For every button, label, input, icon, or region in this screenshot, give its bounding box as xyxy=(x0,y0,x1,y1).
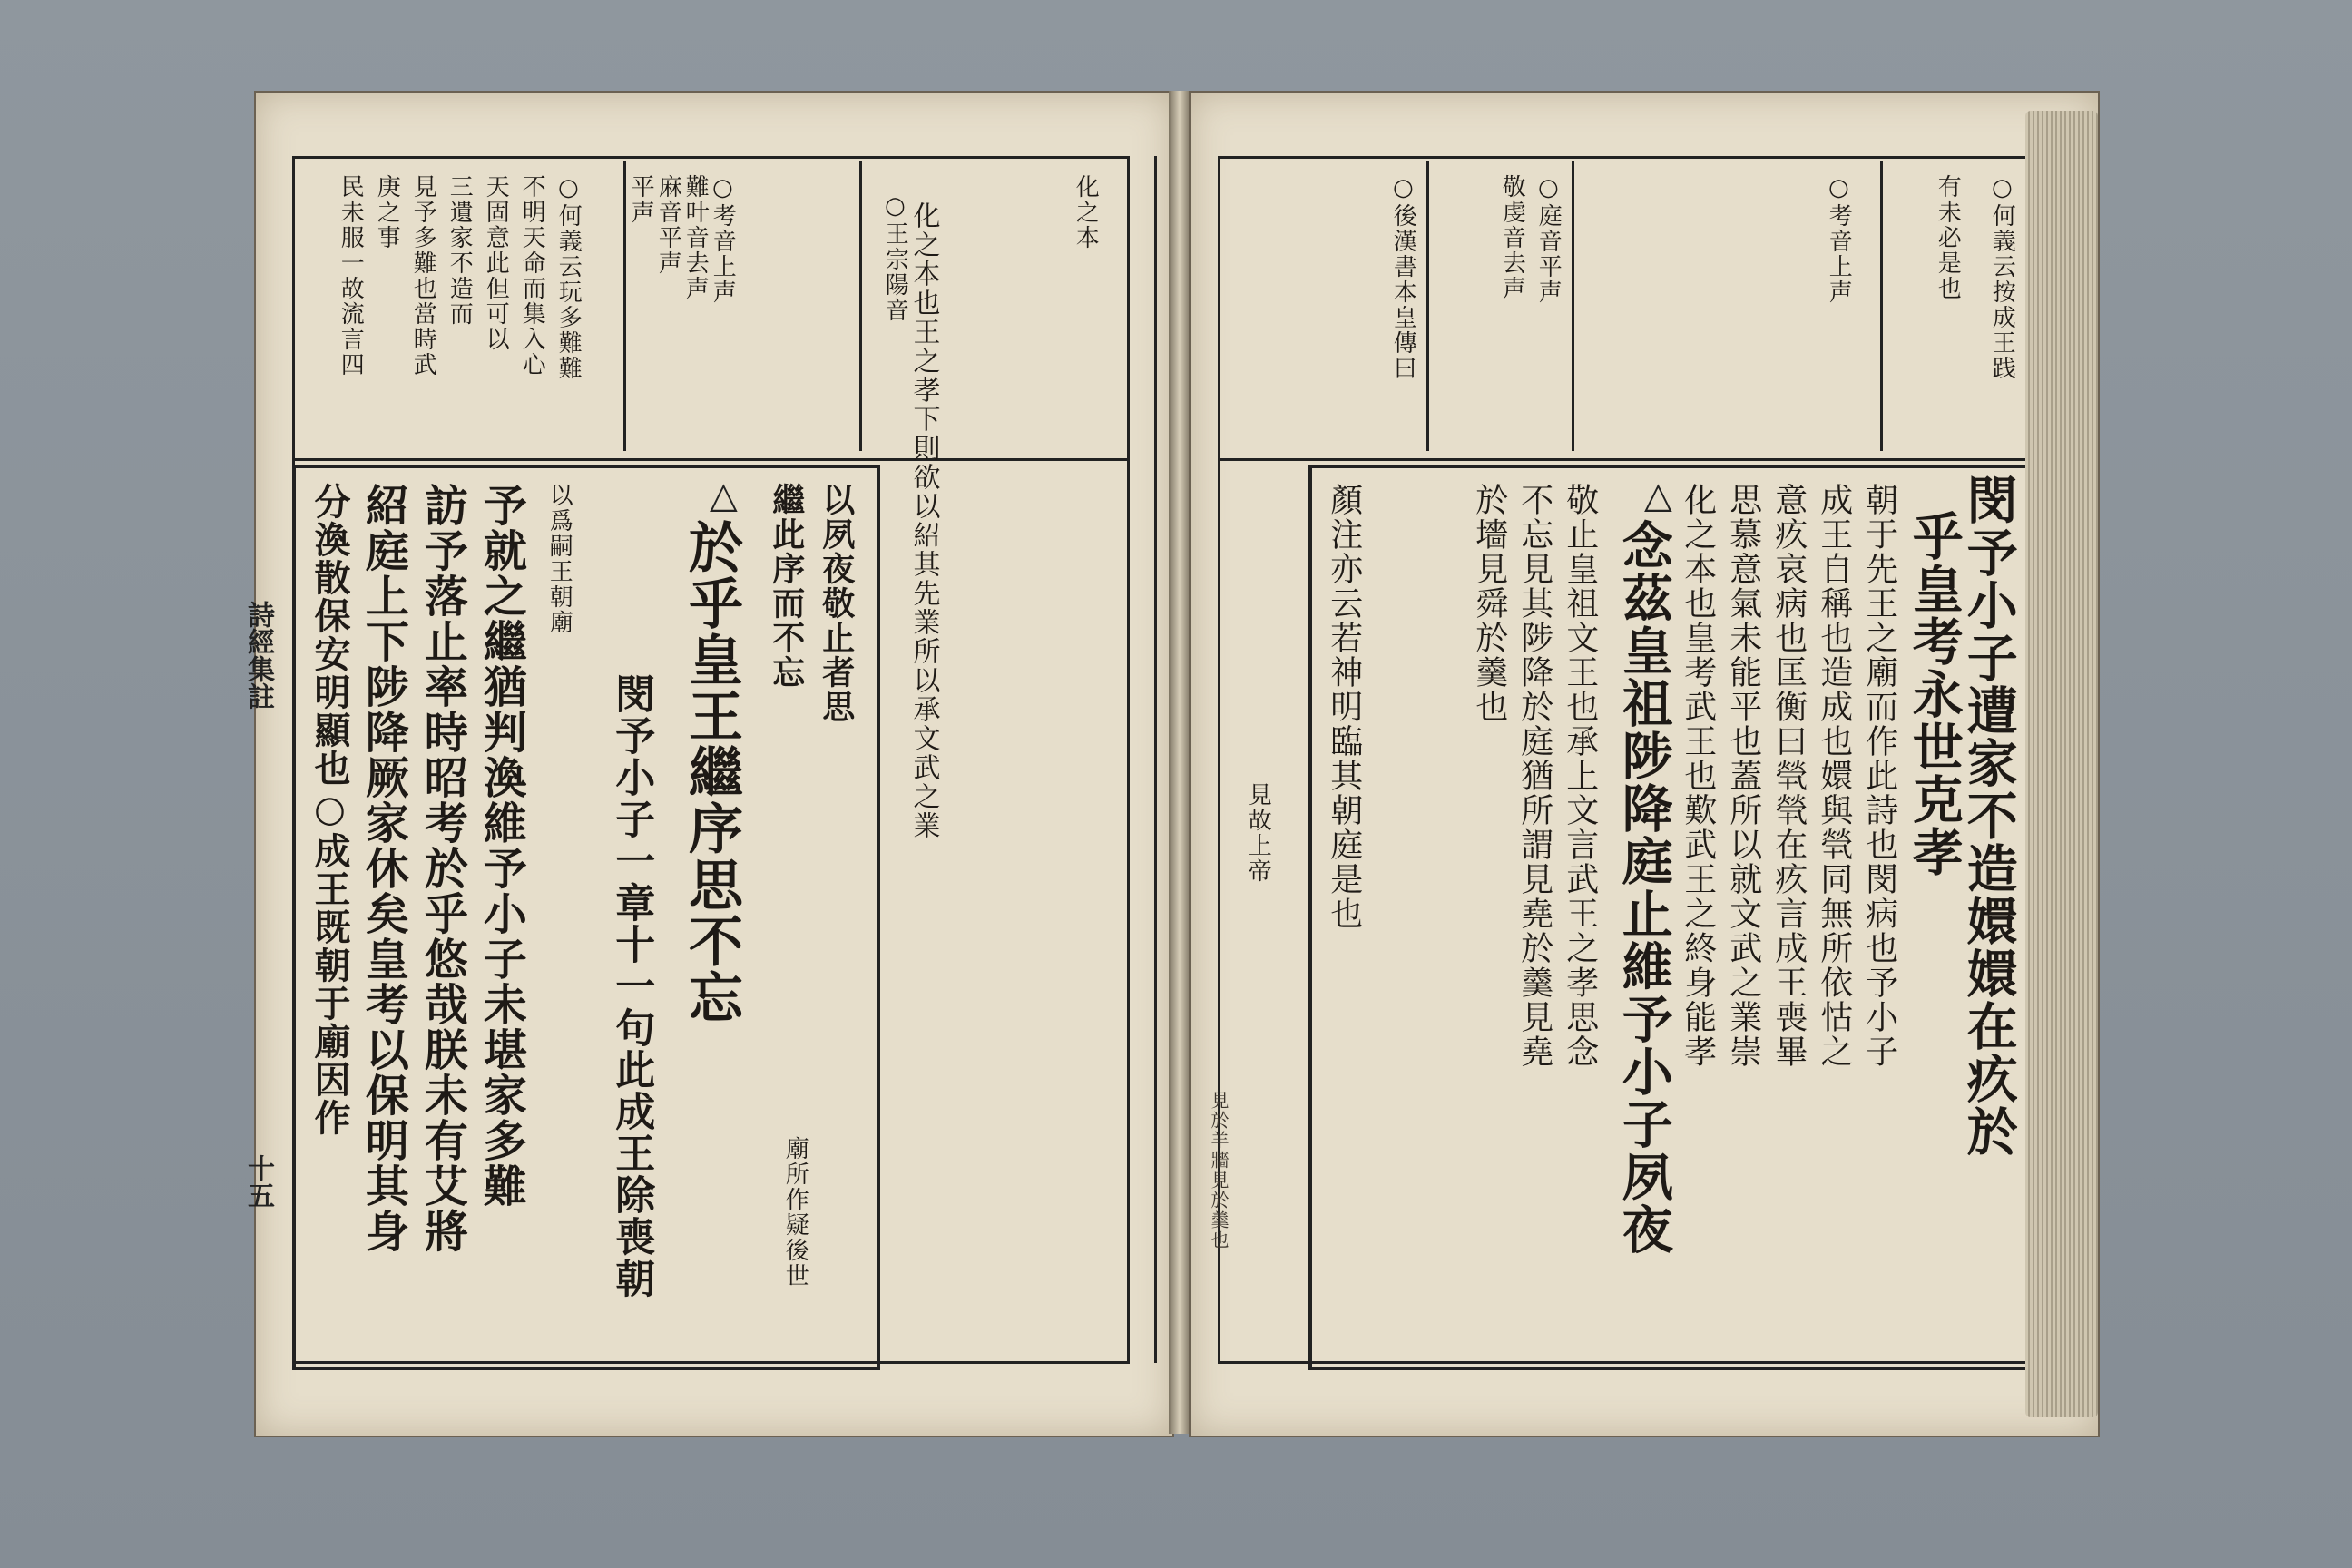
right-triangle-marker: △ xyxy=(1644,474,1672,516)
left-top-note-7: 民未服一故流言四 xyxy=(337,174,365,377)
right-main-col-8: 念茲皇祖陟降庭止維予小子夙夜 xyxy=(1613,519,1674,1256)
right-page xyxy=(1189,91,2100,1437)
right-top-note-2: 有未必是也 xyxy=(1934,174,1962,301)
right-main-col-11: 於墻見舜於羹也 xyxy=(1470,483,1508,724)
left-main-col-8: 廟所作疑後世 xyxy=(781,1136,809,1289)
left-main-col-1: 分渙散保安明顯也○成王既朝于廟因作 xyxy=(309,483,351,1137)
right-top-divider-2 xyxy=(1572,161,1574,451)
left-main-col-9: 以夙夜敬止者思 xyxy=(817,483,856,724)
left-top-note-1: ○何義云玩多難難 xyxy=(554,174,583,381)
right-top-note-3: ○庭音平声 xyxy=(1534,174,1563,305)
right-main-col-10: 不忘見其陟降於庭猶所謂見堯於羹見堯 xyxy=(1515,483,1553,1069)
right-top-note-1: ○何義云按成王践 xyxy=(1988,174,2016,381)
left-main-col-7: 於乎皇王繼序思不忘 xyxy=(680,519,743,1025)
left-top-mid-1: ○考音上声 xyxy=(709,174,737,305)
left-folio-number: 十五 xyxy=(242,1154,274,1209)
right-main-col-12: 顏注亦云若神明臨其朝庭是也 xyxy=(1325,483,1363,931)
right-top-divider-3 xyxy=(1426,161,1429,451)
left-inner-rule xyxy=(1127,156,1130,1363)
left-folio-label: 詩經集註 xyxy=(242,601,274,710)
right-main-col-1: 閔予小子遭家不造嬛嬛在疚於 xyxy=(1958,474,2019,1158)
left-top-right-1: ○王宗陽音 xyxy=(881,192,909,323)
right-main-col-4: 成王自稱也造成也嬛與煢同無所依怙之 xyxy=(1815,483,1853,1069)
right-main-col-6: 思慕意氣未能平也蓋所以就文武之業崇 xyxy=(1724,483,1762,1069)
left-triangle-marker: △ xyxy=(710,474,738,516)
left-page xyxy=(242,91,1174,1437)
right-main-col-3: 朝于先王之廟而作此詩也閔病也予小子 xyxy=(1860,483,1898,1069)
right-main-col-2: 乎皇考永世克孝 xyxy=(1904,510,1965,878)
left-top-mid-2: 難叶音去声 xyxy=(681,174,710,301)
left-top-note-2: 不明天命而集入心 xyxy=(518,174,546,377)
left-top-note-4: 三遺家不造而 xyxy=(446,174,474,327)
right-main-col-5: 意疚哀病也匡衡曰煢煢在疚言成王喪畢 xyxy=(1769,483,1808,1069)
left-top-divider xyxy=(623,161,626,451)
right-top-note-5: ○後漢書本皇傳曰 xyxy=(1389,174,1417,381)
open-book xyxy=(242,91,2151,1470)
book-spine xyxy=(1169,91,1191,1434)
left-main-col-6: 閔予小子一章十一句此成王除喪朝 xyxy=(608,673,655,1299)
right-top-band xyxy=(1218,156,2034,461)
right-bottom-note: 見於羊牆見於羹也 xyxy=(1208,1091,1230,1250)
left-commentary: 化之本也王之孝下則欲以紹其先業所以承文武之業 xyxy=(907,201,940,840)
left-top-note-3: 天固意此但可以 xyxy=(482,174,510,352)
left-margin-rule xyxy=(1154,156,1157,1363)
left-top-note-6: 庚之事 xyxy=(373,174,401,250)
left-main-col-4: 予就之繼猶判渙維予小子未堪家多難 xyxy=(475,483,527,1209)
right-main-col-9: 敬止皇祖文王也承上文言武王之孝思念 xyxy=(1561,483,1599,1069)
left-top-divider-2 xyxy=(859,161,862,451)
left-main-col-2: 紹庭上下陟降厥家休矣皇考以保明其身 xyxy=(358,483,409,1254)
right-main-col-7: 化之本也皇考武王也歎武王之終身能孝 xyxy=(1679,483,1717,1069)
left-top-mid-4: 平声 xyxy=(627,174,655,225)
left-main-col-5: 以爲嗣王朝廟 xyxy=(545,483,573,635)
right-top-note-6: ○考音上声 xyxy=(1825,174,1853,305)
left-top-note-5: 見予多難也當時武 xyxy=(409,174,437,377)
left-main-col-3: 訪予落止率時昭考於乎悠哉朕未有艾將 xyxy=(416,483,468,1254)
left-top-right-2: 化之本 xyxy=(1072,174,1100,250)
left-top-mid-3: 麻音平声 xyxy=(654,174,682,276)
left-main-col-10: 繼此序而不忘 xyxy=(767,483,806,690)
right-top-note-4: 敬虔音去声 xyxy=(1498,174,1526,301)
page-edges xyxy=(2025,111,2098,1417)
right-top-divider-1 xyxy=(1880,161,1883,451)
right-side-note: 見故上帝 xyxy=(1244,782,1272,884)
